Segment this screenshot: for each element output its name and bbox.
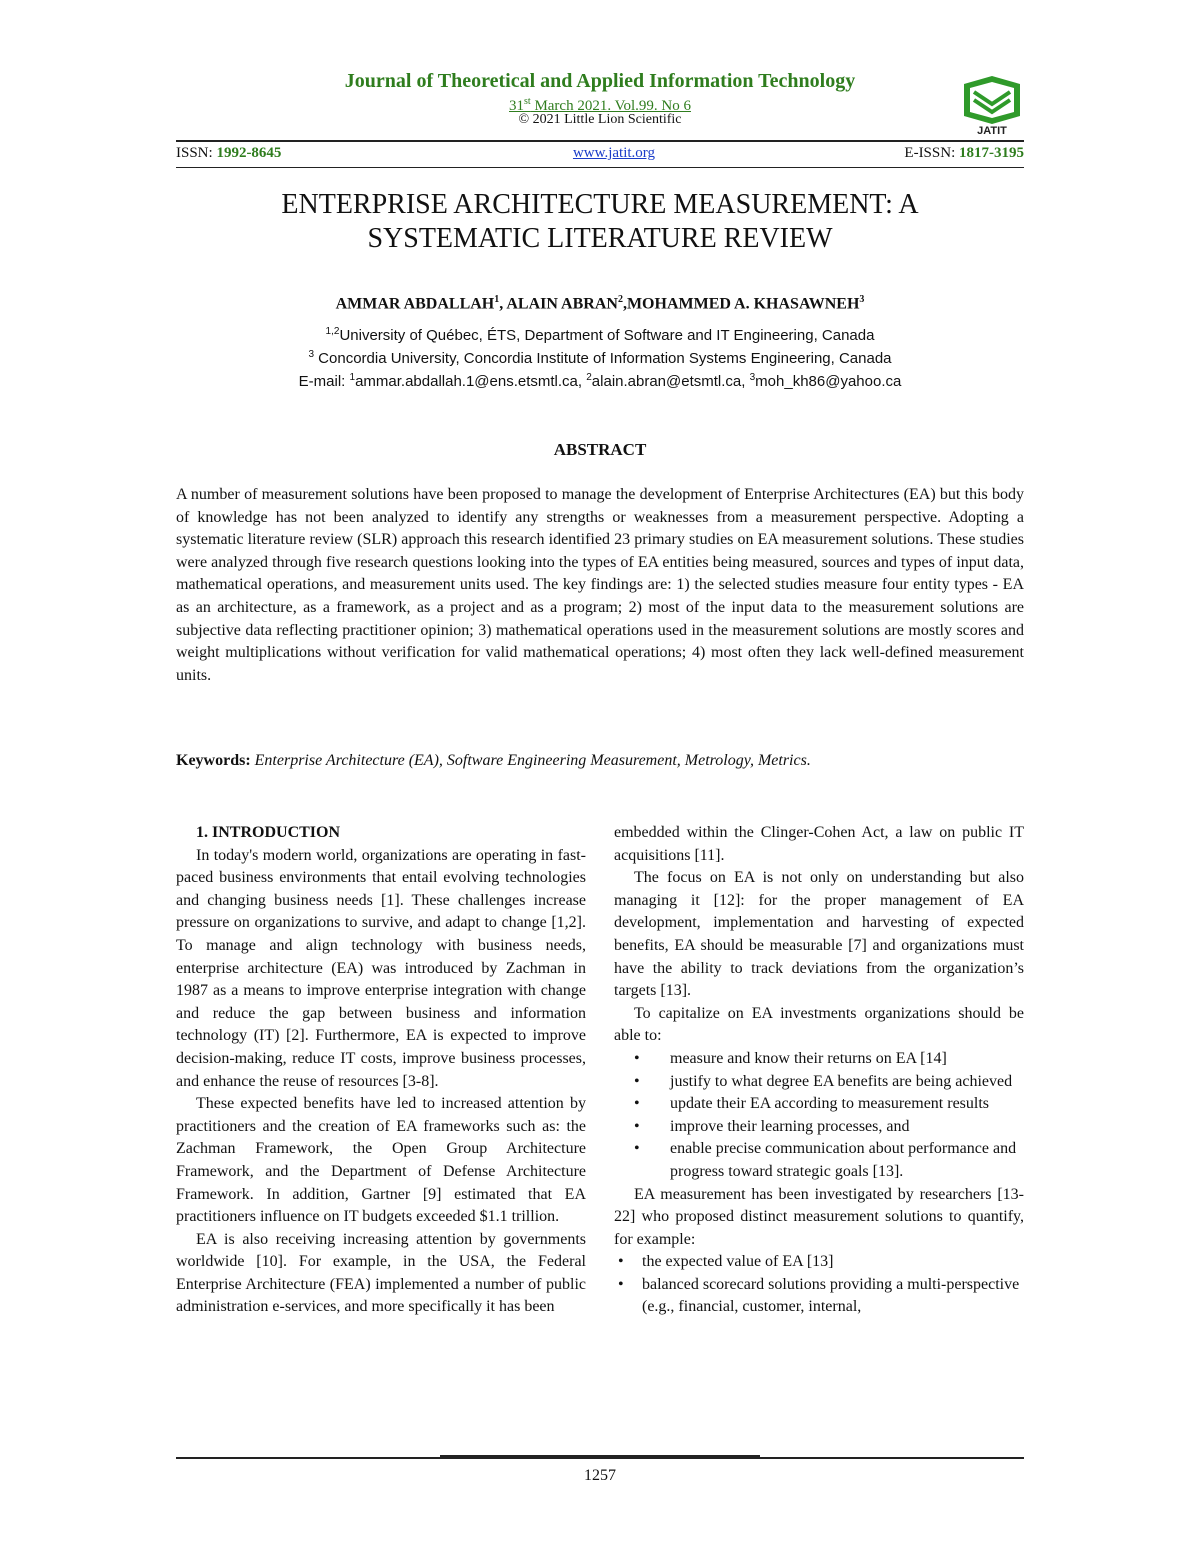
eissn <box>904 145 1024 162</box>
bullet-icon: • <box>634 1072 640 1090</box>
bullet-icon: • <box>618 1275 624 1293</box>
affiliation-1-sup: 1,2 <box>325 326 340 337</box>
affiliation-1 <box>176 326 1024 344</box>
issn-row <box>176 145 1024 167</box>
journal-title: Journal of Theoretical and Applied Information Technology <box>344 70 856 92</box>
keywords <box>176 752 1024 770</box>
page-number: 1257 <box>584 1467 616 1484</box>
column-right <box>614 822 1024 1319</box>
paper-title <box>176 188 1024 256</box>
capitalize-list <box>614 1048 1024 1184</box>
author-2: ALAIN ABRAN <box>506 295 618 313</box>
logo-text: JATIT <box>977 125 1007 136</box>
title-line-1: ENTERPRISE ARCHITECTURE MEASUREMENT: A <box>281 189 919 220</box>
authors: AMMAR ABDALLAH$^1$, ALAIN ABRAN$^2$,MOHAMMED A. KHASAWNEH$^3$ <box>335 294 865 313</box>
bullet-icon: • <box>634 1140 640 1158</box>
copyright-line: © 2021 Little Lion Scientific <box>518 112 682 127</box>
affiliation-2 <box>176 349 1024 367</box>
issue-day: 31 <box>509 98 525 114</box>
issue-day-suffix: st <box>524 96 531 107</box>
affiliation-2-sup: 3 <box>308 349 315 360</box>
bullet-icon: • <box>634 1117 640 1135</box>
list-item: • balanced scorecard solutions providing a multi-perspective (e.g., financial, customer, internal, <box>618 1275 1020 1316</box>
email-label: E-mail: <box>298 373 350 390</box>
author-3: MOHAMMED A. KHASAWNEH <box>626 295 860 313</box>
issue-rest: March 2021. Vol.99. No 6 <box>530 98 691 114</box>
footer-rule-accent <box>440 1455 760 1459</box>
list-item: • measure and know their returns on EA [14] <box>614 1048 1024 1071</box>
paragraph-1: In today's modern world, organizations are operating in fast-paced business environments that entail evolving technologies and changing business needs [1]. These challenges increase pressure on organizations to survive, and adapt to change [1,2]. To manage and align technology with business needs, enterprise architecture (EA) was introduced by Zachman in 1987 as a means to improve enterprise integration with change and reduce the gap between business and information technology (IT) [2]. Furthermore, EA is expected to improve decision-making, reduce IT costs, improve business processes, and enhance the reuse of resources [3-8]. <box>176 846 586 1090</box>
issn-value: 1992-8645 <box>216 145 282 161</box>
keywords-label: Keywords: <box>176 752 251 769</box>
paragraph-2: These expected benefits have led to increased attention by practitioners and the creation of EA frameworks such as: the Zachman Framework, the Open Group Architecture Framework, and the Department of Defense Architecture Framework. In addition, Gartner [9] estimated that EA practitioners influence on IT budgets exceeded $1.1 trillion. <box>176 1095 586 1226</box>
list-item: • justify to what degree EA benefits are being achieved <box>614 1071 1024 1094</box>
title-line-2: SYSTEMATIC LITERATURE REVIEW <box>367 223 833 254</box>
bullet-icon: • <box>634 1049 640 1067</box>
paragraph-5: The focus on EA is not only on understanding but also managing it [12]: for the proper management of EA development, implementation and harvesting of expected benefits, EA should be measurable [7] and organizations must have the ability to track deviations from the organization’s targets [13]. <box>614 869 1024 1000</box>
list-item: • update their EA according to measurement results <box>614 1093 1024 1116</box>
header-rule <box>176 140 1024 142</box>
emails: E-mail: $^1$ammar.abdallah.1@ens.etsmtl.ca, $^2$alain.abran@etsmtl.ca, $^3$moh_kh86@yahoo.ca <box>298 372 902 390</box>
email-2[interactable]: alain.abran@etsmtl.ca, <box>591 373 750 390</box>
header-rule-bottom <box>176 167 1024 168</box>
journal-website-link[interactable]: www.jatit.org <box>572 145 656 161</box>
affiliation-2-text: Concordia University, Concordia Institute of Information Systems Engineering, Canada <box>314 350 892 367</box>
email-1[interactable]: ammar.abdallah.1@ens.etsmtl.ca, <box>355 373 587 390</box>
paragraph-6: To capitalize on EA investments organizations should be able to: <box>614 1004 1024 1045</box>
list-item: • the expected value of EA [13] <box>614 1251 1024 1274</box>
eissn-value: 1817-3195 <box>959 145 1024 161</box>
affiliation-1-text: University of Québec, ÉTS, Department of Software and IT Engineering, Canada <box>339 327 875 344</box>
abstract-body: A number of measurement solutions have been proposed to manage the development of Enterprise Architectures (EA) but this body of knowledge has not been analyzed to identify any strengths or weaknesses from a measurement perspective. Adopting a systematic literature review (SLR) approach this research identified 23 primary studies on EA measurement solutions. These studies were analyzed through five research questions looking into the types of EA entities being measured, sources and types of input data, mathematical operations, and measurement units used. The key findings are: 1) the selected studies measure four entity types - EA as an architecture, as a framework, as a project and as a program; 2) most of the input data to the measurement solutions are subjective data reflecting practitioner opinion; 3) mathematical operations used in the measurement solutions are mostly scores and weight multiplications without verification for valid mathematical operations; 4) most often they lack well-defined measurement units. <box>176 486 1024 684</box>
eissn-label: E-ISSN: <box>904 145 959 161</box>
paragraph-3: EA is also receiving increasing attention by governments worldwide [10]. For example, in the USA, the Federal Enterprise Architecture (FEA) implemented a number of public administration e-services, and more specifically it has been <box>176 1230 586 1316</box>
bullet-icon: • <box>634 1095 640 1113</box>
keywords-text: Enterprise Architecture (EA), Software Engineering Measurement, Metrology, Metrics. <box>250 752 811 769</box>
list-item: • enable precise communication about performance and progress toward strategic goals [13]. <box>634 1140 1017 1180</box>
abstract-heading: ABSTRACT <box>553 440 647 459</box>
bullet-icon: • <box>618 1253 624 1271</box>
issn-label: ISSN: <box>176 145 217 161</box>
paragraph-4: embedded within the Clinger-Cohen Act, a law on public IT acquisitions [11]. <box>614 824 1024 864</box>
jatit-logo-icon <box>960 74 1024 136</box>
author-1: AMMAR ABDALLAH <box>335 295 495 313</box>
jatit-logo <box>960 74 1024 136</box>
issn <box>176 145 281 162</box>
email-3[interactable]: moh_kh86@yahoo.ca <box>755 373 902 390</box>
column-left <box>176 822 586 1319</box>
list-item: • improve their learning processes, and <box>614 1116 1024 1139</box>
measurement-solutions-list <box>614 1251 1024 1319</box>
paragraph-7: EA measurement has been investigated by researchers [13-22] who proposed distinct measurement solutions to quantify, for example: <box>614 1185 1024 1248</box>
section-heading-introduction: 1. INTRODUCTION <box>196 824 341 841</box>
